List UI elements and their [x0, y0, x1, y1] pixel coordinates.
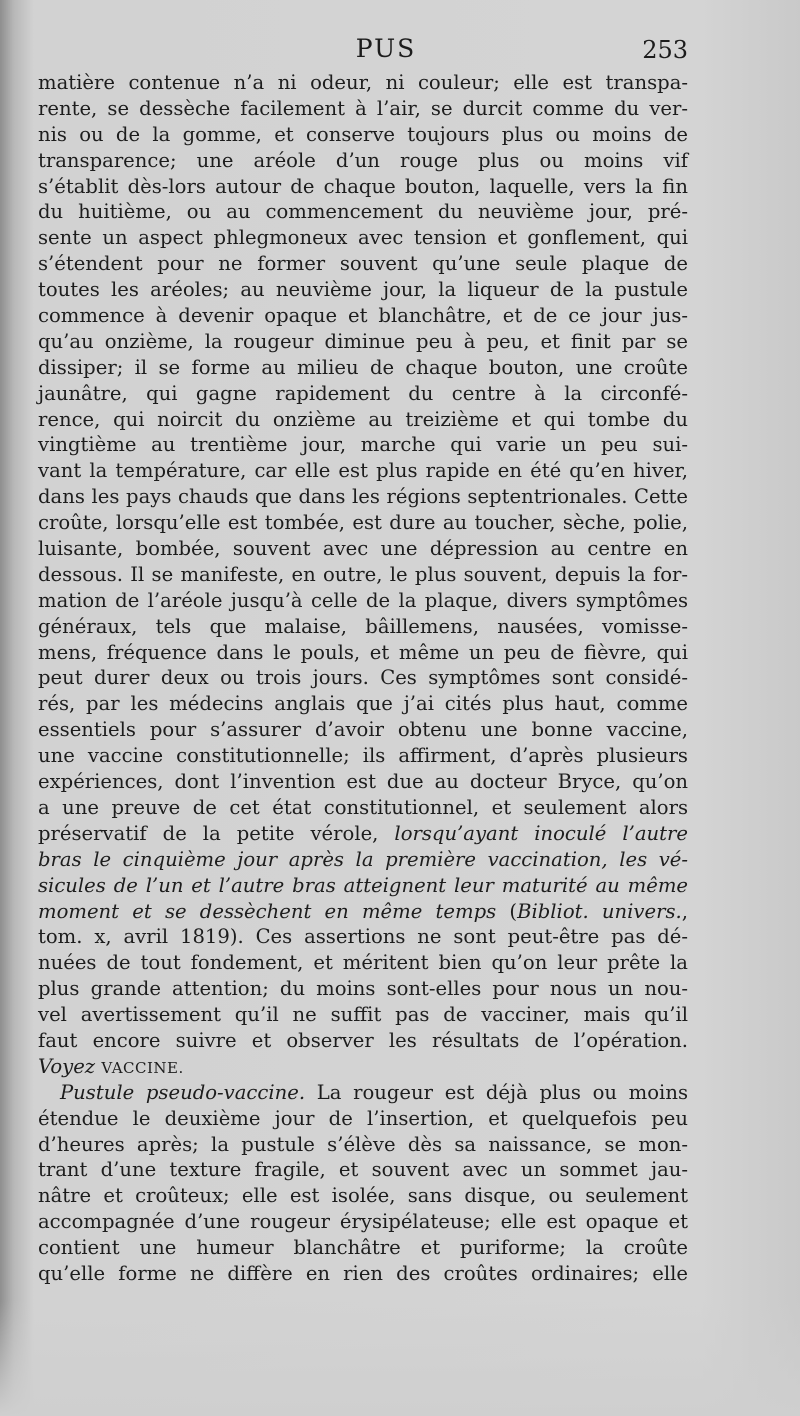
text-line: commence à devenir opaque et blanchâtre, et de ce jour jus- [38, 304, 688, 328]
text-line: une vaccine constitutionnelle; ils affirment, d’après plusieurs [38, 744, 688, 768]
text-line: faut encore suivre et observer les résultats de l’opération. [38, 1028, 688, 1052]
text-line: peut durer deux ou trois jours. Ces symptômes sont considé- [38, 666, 688, 690]
text-line: dissiper; il se forme au milieu de chaque bouton, une croûte [38, 355, 688, 379]
cross-reference: VACCINE. [101, 1058, 184, 1077]
italic-line: sicules de l’un et l’autre bras atteignent leur maturité au même [38, 873, 688, 897]
text-line: nâtre et croûteux; elle est isolée, sans disque, ou seulement [38, 1184, 688, 1208]
text-line: nis ou de la gomme, et conserve toujours plus ou moins de [38, 122, 688, 146]
text-line: plus grande attention; du moins sont-elles pour nous un nou- [38, 977, 688, 1001]
text-line: sente un aspect phlegmoneux avec tension et gonflement, qui [38, 226, 688, 250]
text-line: mation de l’aréole jusqu’à celle de la plaque, divers symptômes [38, 588, 688, 612]
text-line: essentiels pour s’assurer d’avoir obtenu une bonne vaccine, [38, 718, 688, 742]
see-also-label: Voyez [38, 1054, 96, 1078]
text-line: d’heures après; la pustule s’élève dès sa naissance, se mon- [38, 1132, 688, 1156]
text-line: vant la température, car elle est plus rapide en été qu’en hiver, [38, 459, 688, 483]
text-line: dessous. Il se manifeste, en outre, le plus souvent, depuis la for- [38, 562, 688, 586]
text-line: vingtième au trentième jour, marche qui varie un peu sui- [38, 433, 688, 457]
text-segment: ( [509, 899, 518, 923]
text-line: a une preuve de cet état constitutionnel, et seulement alors [38, 795, 688, 819]
italic-line: bras le cinquième jour après la première vaccination, les vé- [38, 847, 688, 871]
text-line: vel avertissement qu’il ne suffit pas de vacciner, mais qu’il [38, 1003, 688, 1027]
text-line: s’étendent pour ne former souvent qu’une seule plaque de [38, 252, 688, 276]
text-line: dans les pays chauds que dans les régions septentrionales. Cette [38, 485, 688, 509]
text-line: nuées de tout fondement, et méritent bien qu’on leur prête la [38, 951, 688, 975]
text-line: rente, se dessèche facilement à l’air, se durcit comme du ver- [38, 96, 688, 120]
text-segment: , [681, 899, 688, 923]
text-line: trant d’une texture fragile, et souvent avec un sommet jau- [38, 1158, 688, 1182]
page-number: 253 [642, 36, 688, 64]
text-line: s’établit dès-lors autour de chaque bouton, laquelle, vers la fin [38, 174, 688, 198]
running-title: PUS [355, 34, 417, 63]
text-line: contient une humeur blanchâtre et puriforme; la croûte [38, 1236, 688, 1260]
text-line: jaunâtre, qui gagne rapidement du centre à la circonfé- [38, 381, 688, 405]
text-line: matière contenue n’a ni odeur, ni couleur; elle est transpa- [38, 71, 688, 94]
text-line: qu’au onzième, la rougeur diminue peu à peu, et finit par se [38, 329, 688, 353]
text-line: expériences, dont l’invention est due au docteur Bryce, qu’on [38, 770, 688, 794]
text-line: luisante, bombée, souvent avec une dépression au centre en [38, 537, 688, 561]
page-header [36, 34, 688, 68]
body-text [38, 70, 688, 1287]
text-line: croûte, lorsqu’elle est tombée, est dure au toucher, sèche, polie, [38, 511, 688, 535]
text-segment: La rougeur est déjà plus ou moins [316, 1080, 689, 1104]
text-line: généraux, tels que malaise, bâillemens, nausées, vomisse- [38, 614, 688, 638]
text-line: rés, par les médecins anglais que j’ai cités plus haut, comme [38, 692, 688, 716]
section-heading: Pustule pseudo-vaccine. [60, 1080, 306, 1104]
text-line: rence, qui noircit du onzième au treizième et qui tombe du [38, 407, 688, 431]
text-line: toutes les aréoles; au neuvième jour, la liqueur de la pustule [38, 278, 688, 302]
cross-reference-line [38, 1054, 688, 1080]
italic-segment: lorsqu’ayant inoculé l’autre [394, 821, 688, 845]
text-line [38, 1080, 688, 1106]
text-line: transparence; une aréole d’un rouge plus ou moins vif [38, 148, 688, 172]
text-line: qu’elle forme ne diffère en rien des croûtes ordinaires; elle [38, 1261, 688, 1285]
text-line: tom. x, avril 1819). Ces assertions ne sont peut-être pas dé- [38, 925, 688, 949]
text-line: accompagnée d’une rougeur érysipélateuse; elle est opaque et [38, 1210, 688, 1234]
text-line [38, 821, 688, 847]
text-line: du huitième, ou au commencement du neuvième jour, pré- [38, 200, 688, 224]
italic-segment: moment et se dessèchent en même temps [38, 899, 497, 923]
citation: Bibliot. univers. [517, 899, 682, 923]
text-segment: préservatif de la petite vérole, [38, 821, 379, 845]
text-line [38, 899, 688, 925]
text-line: mens, fréquence dans le pouls, et même un peu de fièvre, qui [38, 640, 688, 664]
text-line: étendue le deuxième jour de l’insertion, et quelquefois peu [38, 1106, 688, 1130]
